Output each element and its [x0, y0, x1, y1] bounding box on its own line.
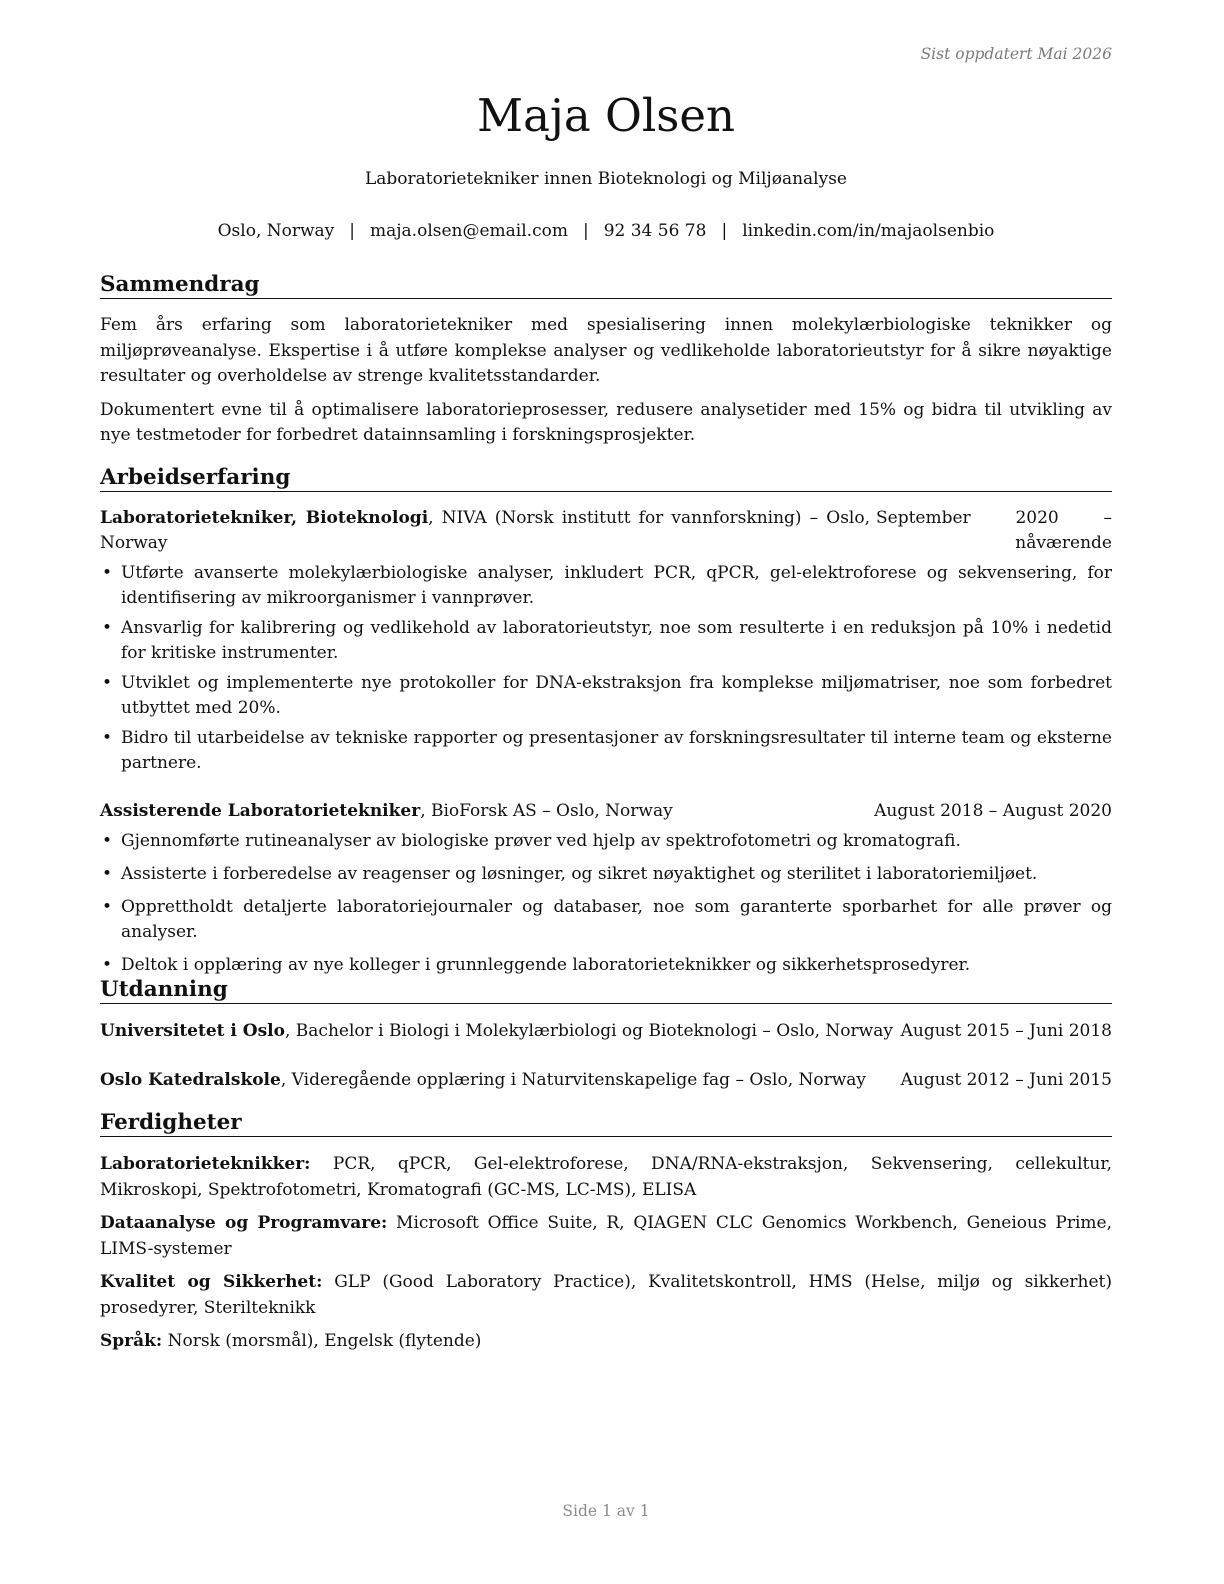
education-entry [100, 1068, 1112, 1093]
list-item [100, 953, 1112, 978]
list-item [100, 862, 1112, 887]
summary-paragraph: Fem års erfaring som laboratorietekniker med spesialisering innen molekylærbiologiske teknikker og miljøprøveanalyse. Ekspertise i å utføre komplekse analyser og vedlikeholde laboratorieutstyr for å sikre nøyaktige resultater og overholdelse av strenge kvalitetsstandarder. [100, 315, 1112, 386]
skills-section [100, 1110, 1112, 1355]
bullet-icon: • [102, 831, 113, 851]
skill-row [100, 1270, 1112, 1321]
headline: Laboratorietekniker innen Bioteknologi og Miljøanalyse [364, 169, 847, 189]
last-updated: Sist oppdatert Mai 2026 [920, 45, 1112, 63]
bullet-icon: • [102, 728, 113, 748]
education-dates: August 2015 – Juni 2018 [900, 1021, 1112, 1041]
skill-label: Dataanalyse og Programvare: [100, 1213, 388, 1233]
skill-value: GLP (Good Laboratory Practice), Kvalitetskontroll, HMS (Helse, miljø og sikkerhet) prosedyrer, Sterilteknikk [100, 1272, 1112, 1318]
list-item [100, 726, 1112, 776]
bullet-icon: • [102, 955, 113, 975]
contact-separator: | [349, 221, 356, 241]
summary-paragraph: Dokumentert evne til å optimalisere laboratorieprosesser, redusere analysetider med 15% og bidra til utvikling av nye testmetoder for forbedret datainnsamling i forskningsprosjekter. [100, 399, 1112, 445]
skill-row [100, 1211, 1112, 1262]
resume-page [100, 0, 1112, 1584]
bullet-text: Bidro til utarbeidelse av tekniske rapporter og presentasjoner av forskningsresultater til interne team og eksterne partnere. [121, 728, 1112, 773]
skill-row [100, 1329, 1112, 1355]
job-entry [100, 506, 1112, 776]
job-entry [100, 799, 1112, 978]
section-title-education: Utdanning [100, 977, 1112, 1004]
job-role: Assisterende Laboratorietekniker [100, 801, 421, 821]
bullet-text: Ansvarlig for kalibrering og vedlikehold av laboratorieutstyr, noe som resulterte i en reduksjon på 10% i nedetid for kritiske instrumenter. [121, 618, 1112, 663]
job-bullets [100, 829, 1112, 978]
bullet-icon: • [102, 864, 113, 884]
job-org: , BioForsk AS – Oslo, Norway [420, 801, 673, 821]
school-name: Oslo Katedralskole [100, 1070, 281, 1090]
job-dates: September 2020 – nåværende [876, 508, 1112, 553]
candidate-name: Maja Olsen [477, 89, 735, 142]
skill-value: Norsk (morsmål), Engelsk (flytende) [162, 1331, 482, 1351]
skill-label: Laboratorieteknikker: [100, 1154, 311, 1174]
list-item [100, 671, 1112, 721]
list-item [100, 895, 1112, 945]
contact-phone: 92 34 56 78 [603, 221, 707, 241]
skill-value: Microsoft Office Suite, R, QIAGEN CLC Genomics Workbench, Geneious Prime, LIMS-systemer [100, 1213, 1112, 1259]
skill-row [100, 1152, 1112, 1203]
bullet-text: Deltok i opplæring av nye kolleger i grunnleggende laboratorieteknikker og sikkerhetsprosedyrer. [121, 955, 971, 975]
bullet-icon: • [102, 897, 113, 917]
skill-label: Språk: [100, 1331, 163, 1351]
job-bullets [100, 561, 1112, 776]
experience-section [100, 465, 1112, 978]
job-title-line [100, 506, 870, 556]
bullet-text: Opprettholdt detaljerte laboratoriejournaler og databaser, noe som garanterte sporbarhet for alle prøver og analyser. [121, 897, 1112, 942]
list-item [100, 561, 1112, 611]
contact-separator: | [721, 221, 728, 241]
bullet-icon: • [102, 563, 113, 583]
education-entry [100, 1019, 1112, 1044]
contact-email[interactable]: maja.olsen@email.com [370, 221, 568, 241]
bullet-text: Gjennomførte rutineanalyser av biologiske prøver ved hjelp av spektrofotometri og kromatografi. [121, 831, 961, 851]
bullet-text: Assisterte i forberedelse av reagenser og løsninger, og sikret nøyaktighet og sterilitet i laboratoriemiljøet. [121, 864, 1038, 884]
contact-line [100, 219, 1112, 243]
job-header [100, 506, 1112, 556]
education-dates: August 2012 – Juni 2015 [900, 1070, 1112, 1090]
summary-section [100, 272, 1112, 449]
list-item [100, 616, 1112, 666]
skill-value: PCR, qPCR, Gel-elektroforese, DNA/RNA-ekstraksjon, Sekvensering, cellekultur, Mikroskopi, Spektrofotometri, Kromatografi (GC-MS, LC-MS), ELISA [100, 1154, 1112, 1200]
education-section [100, 977, 1112, 1093]
job-org: , NIVA (Norsk institutt for vannforskning) – Oslo, Norway [100, 508, 870, 553]
skill-label: Kvalitet og Sikkerhet: [100, 1272, 323, 1292]
contact-separator: | [582, 221, 589, 241]
section-title-experience: Arbeidserfaring [100, 465, 1112, 492]
job-role: Laboratorietekniker, Bioteknologi [100, 508, 429, 528]
list-item [100, 829, 1112, 854]
education-detail: , Bachelor i Biologi i Molekylærbiologi og Bioteknologi – Oslo, Norway [284, 1021, 893, 1041]
bullet-icon: • [102, 673, 113, 693]
section-title-summary: Sammendrag [100, 272, 1112, 299]
job-header [100, 799, 1112, 824]
bullet-text: Utførte avanserte molekylærbiologiske analyser, inkludert PCR, qPCR, gel-elektroforese og sekvensering, for identifisering av mikroorganismer i vannprøver. [121, 563, 1112, 608]
job-dates: August 2018 – August 2020 [874, 801, 1112, 821]
contact-location: Oslo, Norway [217, 221, 335, 241]
school-name: Universitetet i Oslo [100, 1021, 285, 1041]
bullet-icon: • [102, 618, 113, 638]
contact-linkedin[interactable]: linkedin.com/in/majaolsenbio [742, 221, 995, 241]
page-number: Side 1 av 1 [562, 1502, 650, 1520]
section-title-skills: Ferdigheter [100, 1110, 1112, 1137]
bullet-text: Utviklet og implementerte nye protokoller for DNA-ekstraksjon fra komplekse miljømatriser, noe som forbedret utbyttet med 20%. [121, 673, 1112, 718]
education-detail: , Videregående opplæring i Naturvitenskapelige fag – Oslo, Norway [280, 1070, 867, 1090]
